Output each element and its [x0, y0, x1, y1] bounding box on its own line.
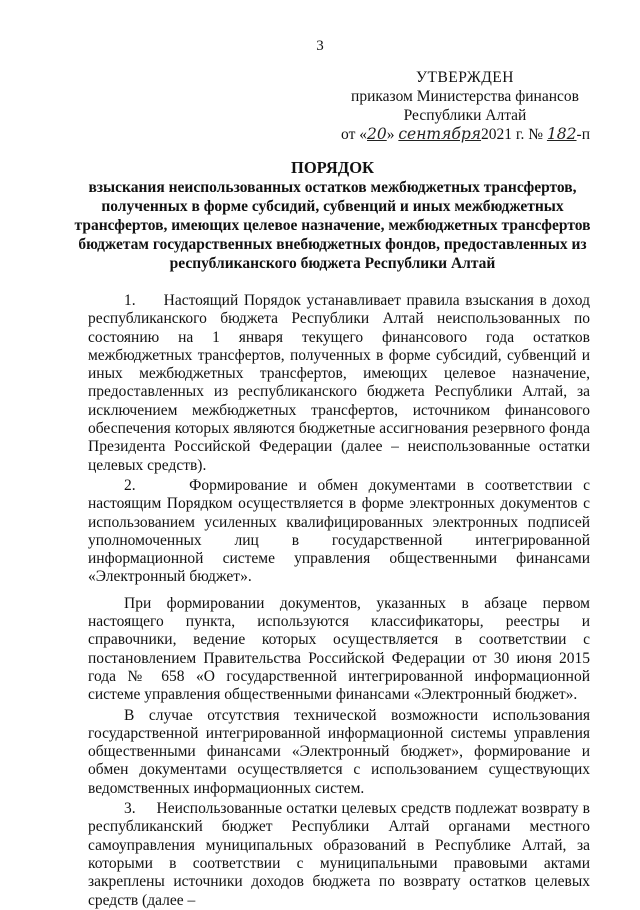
document-title-block [60, 158, 605, 273]
page-number: 3 [316, 38, 324, 54]
paragraph-4: В случае отсутствия технической возможности использования государственной интегрированной информационной системы управления общественными финансами «Электронный бюджет», формирование и обмен документами осуществляется с использованием существующих ведомственных информационных систем. [88, 706, 590, 797]
paragraph-1: 1. Настоящий Порядок устанавливает правила взыскания в доход республиканского бюджета Республики Алтай неиспользованных по состоянию на 1 января текущего финансового года остатков межбюджетных трансфертов, полученных в форме субсидий, субвенций и иных межбюджетных трансфертов, имеющих целевое назначение, предоставленных из республиканского бюджета Республики Алтай, за исключением межбюджетных трансфертов, источником финансового обеспечения которых являются бюджетные ассигнования резервного фонда Президента Российской Федерации (далее – неиспользованные остатки целевых средств). [88, 292, 590, 474]
document-subtitle: взыскания неиспользованных остатков межбюджетных трансфертов, полученных в форме субсидий, субвенций и иных межбюджетных трансфертов, имеющих целевое назначение, межбюджетных трансфертов бюджетам государственных внебюджетных фондов, предоставленных из республиканского бюджета Республики Алтай [74, 179, 591, 272]
paragraph-3: При формировании документов, указанных в абзаце первом настоящего пункта, используются классификаторы, реестры и справочники, ведение которых осуществляется в соответствии с постановлением Правительства Российской Федерации от 30 июня 2015 года № 658 «О государственной интегрированной информационной системе управления общественными финансами «Электронный бюджет». [88, 594, 590, 704]
document-body [88, 292, 590, 910]
date-mid: » [386, 126, 395, 143]
order-suffix: -п [576, 126, 590, 143]
handwritten-month: сентября [398, 125, 482, 143]
paragraph-2: 2. Формирование и обмен документами в соответствии с настоящим Порядком осуществляется в форме электронных документов с использованием усиленных квалифицированных электронных подписей уполномоченных лиц в государственной интегрированной информационной системе управления общественными финансами «Электронный бюджет». [88, 476, 590, 586]
approval-line-2: Республики Алтай [403, 107, 527, 124]
approval-stamp-block [340, 68, 590, 144]
handwritten-order-number: 182 [546, 125, 577, 143]
date-prefix: от « [341, 126, 367, 143]
document-title: ПОРЯДОК [291, 158, 374, 177]
approved-heading: УТВЕРЖДЕН [416, 69, 514, 86]
year-part: 2021 г. № [481, 126, 544, 143]
approval-line-1: приказом Министерства финансов [351, 88, 579, 105]
handwritten-day: 20 [367, 125, 387, 143]
approval-date-line [340, 125, 590, 144]
paragraph-5: 3. Неиспользованные остатки целевых средств подлежат возврату в республиканский бюджет Республики Алтай органами местного самоуправления муниципальных образований в Республике Алтай, за которыми в соответствии с муниципальными правовыми актами закреплены источники доходов бюджета по возврату остатков целевых средств (далее – [88, 800, 590, 909]
